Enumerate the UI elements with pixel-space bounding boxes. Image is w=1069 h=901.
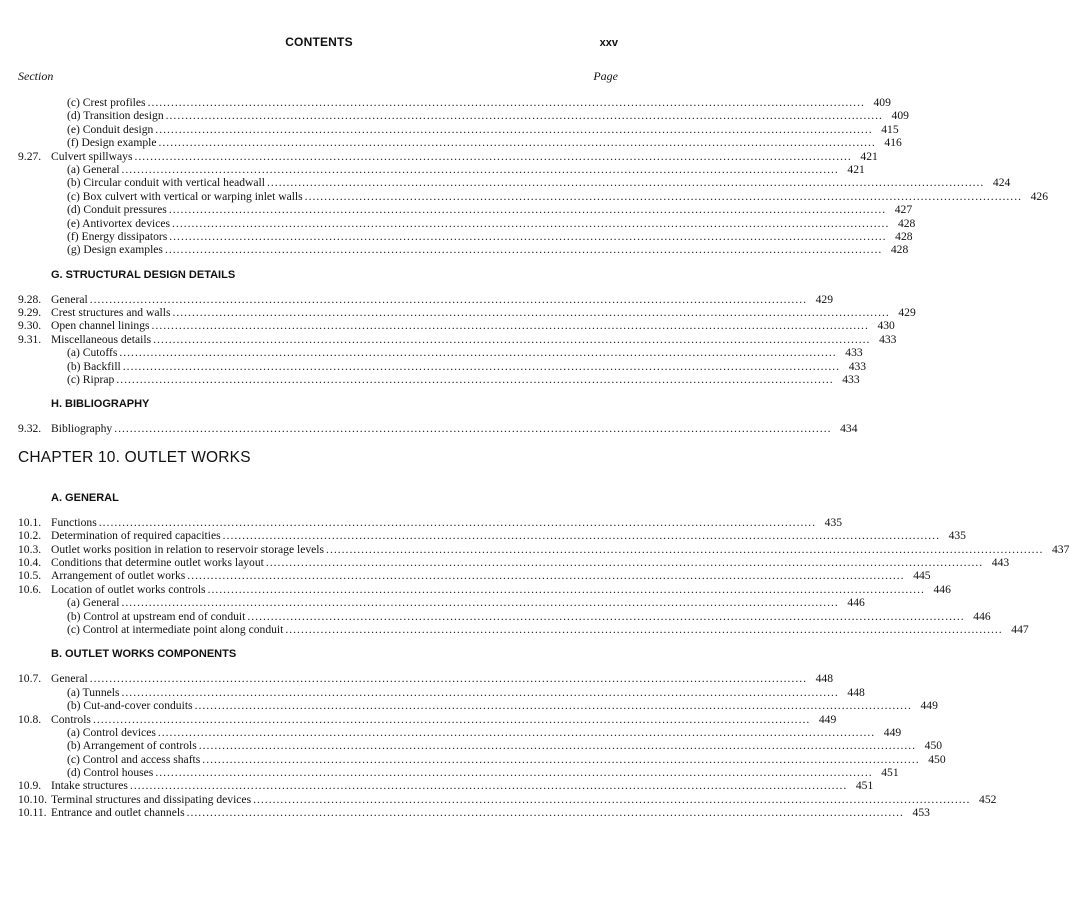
toc-subentry[interactable]: [18, 752, 946, 766]
toc-entry[interactable]: [18, 779, 874, 793]
toc-entry-title: (d) Conduit pressures: [67, 203, 167, 217]
dot-leader: [267, 176, 984, 189]
toc-entry[interactable]: [18, 542, 1069, 556]
dot-leader: [155, 123, 872, 136]
toc-subentry[interactable]: [18, 609, 991, 623]
toc-entry-title: (d) Control houses: [67, 766, 154, 780]
toc-entry[interactable]: [18, 319, 895, 333]
toc-entry-number: 9.31.: [18, 332, 42, 346]
dot-leader: [208, 583, 925, 596]
dot-leader: [99, 516, 816, 529]
dot-leader: [266, 556, 983, 569]
dot-leader: [90, 672, 807, 685]
toc-entry-title: Determination of required capacities: [51, 529, 221, 543]
toc-entry-page: 428: [895, 229, 913, 243]
toc-entry-title: Bibliography: [51, 422, 113, 436]
toc-chapter-heading: CHAPTER 10. OUTLET WORKS: [18, 448, 251, 466]
running-header-title: CONTENTS: [285, 35, 353, 49]
dot-leader: [121, 596, 838, 609]
toc-entry-page: 449: [883, 725, 902, 739]
toc-entry-page: 424: [992, 176, 1011, 190]
toc-subentry[interactable]: [18, 109, 909, 123]
toc-entry[interactable]: [18, 569, 931, 583]
toc-entry-title: (c) Control and access shafts: [67, 752, 201, 766]
toc-entry-number: 9.27.: [18, 149, 42, 163]
toc-entry-page: 451: [855, 779, 874, 793]
toc-entry-number: 9.30.: [18, 319, 42, 333]
toc-entry-title: (d) Transition design: [67, 109, 164, 123]
toc-entry-number: 10.1.: [18, 515, 42, 529]
toc-subentry[interactable]: [18, 725, 902, 739]
toc-subentry[interactable]: [18, 359, 867, 373]
toc-entry-number: 10.6.: [18, 582, 42, 596]
toc-entry-page: 415: [881, 122, 899, 136]
toc-entry-page: 434: [840, 422, 858, 436]
toc-entry-number: 9.29.: [18, 306, 42, 320]
toc-entry[interactable]: [18, 672, 834, 686]
toc-entry-page: 451: [881, 766, 899, 780]
toc-entry-title: Intake structures: [51, 779, 128, 793]
dot-leader: [172, 306, 889, 319]
toc-entry-number: 10.3.: [18, 542, 42, 556]
toc-entry-page: 428: [890, 243, 909, 257]
dot-leader: [285, 623, 1002, 636]
toc-entry[interactable]: [18, 806, 930, 820]
toc-subentry[interactable]: [18, 739, 943, 753]
dot-leader: [158, 726, 875, 739]
toc-subentry[interactable]: [18, 189, 1048, 203]
toc-subentry[interactable]: [18, 685, 865, 699]
toc-entry-page: 449: [920, 699, 938, 713]
toc-entry-page: 446: [847, 596, 865, 610]
toc-entry[interactable]: [18, 515, 843, 529]
toc-entry-title: Controls: [51, 712, 91, 726]
toc-entry-title: (c) Control at intermediate point along conduit: [67, 622, 284, 636]
toc-entry-page: 433: [842, 373, 860, 387]
dot-leader: [202, 753, 919, 766]
toc-entry-page: 429: [898, 306, 916, 320]
toc-entry-title: (c) Crest profiles: [67, 96, 146, 109]
toc-entry-title: (a) Cutoffs: [67, 346, 118, 360]
toc-subentry[interactable]: [18, 203, 913, 217]
toc-subentry[interactable]: [18, 622, 1029, 636]
toc-entry-title: (b) Arrangement of controls: [67, 739, 197, 753]
toc-entry-page: 430: [877, 319, 895, 333]
toc-entry-page: 433: [879, 332, 897, 346]
toc-entry-page: 421: [860, 149, 878, 163]
toc-entry[interactable]: [18, 422, 858, 436]
dot-leader: [199, 739, 916, 752]
toc-entry-page: 437: [1051, 542, 1069, 556]
dot-leader: [165, 243, 882, 256]
toc-entry-number: 9.32.: [18, 422, 42, 436]
toc-entry-page: 446: [933, 582, 951, 596]
toc-entry-page: 448: [815, 672, 834, 686]
dot-leader: [155, 766, 872, 779]
toc-entry-page: 450: [924, 739, 943, 753]
toc-entry-page: 433: [848, 359, 867, 373]
dot-leader: [152, 319, 869, 332]
dot-leader: [253, 793, 970, 806]
toc-entry-page: 409: [873, 96, 891, 109]
toc-entry-title: Arrangement of outlet works: [51, 569, 186, 583]
toc-subentry[interactable]: [18, 96, 891, 109]
toc-entry-title: (g) Design examples: [67, 243, 163, 257]
dot-leader: [326, 543, 1043, 556]
column-heading-page: Page: [593, 69, 618, 83]
toc-entry-page: 445: [913, 569, 931, 583]
toc-subentry[interactable]: [18, 346, 863, 360]
dot-leader: [223, 529, 940, 542]
table-of-contents: [18, 96, 1069, 820]
dot-leader: [148, 96, 865, 109]
dot-leader: [90, 293, 807, 306]
toc-entry-page: 446: [973, 609, 991, 623]
toc-subentry[interactable]: [18, 176, 1011, 190]
toc-entry-title: Location of outlet works controls: [51, 582, 206, 596]
toc-entry-title: Entrance and outlet channels: [51, 806, 185, 820]
dot-leader: [119, 346, 836, 359]
dot-leader: [166, 109, 883, 122]
toc-entry-number: 10.8.: [18, 712, 42, 726]
toc-entry[interactable]: [18, 582, 951, 596]
toc-entry-title: (a) General: [67, 162, 120, 176]
toc-subentry[interactable]: [18, 373, 860, 387]
toc-entry-number: 9.28.: [18, 292, 42, 306]
toc-section-heading: H. BIBLIOGRAPHY: [51, 398, 150, 411]
toc-entry-page: 428: [897, 216, 916, 230]
dot-leader: [130, 779, 847, 792]
toc-entry-page: 452: [979, 792, 997, 806]
toc-entry-title: General: [51, 672, 88, 686]
toc-entry-title: (b) Circular conduit with vertical headwall: [67, 176, 265, 190]
toc-entry-title: (e) Conduit design: [67, 122, 154, 136]
toc-entry[interactable]: [18, 332, 897, 346]
toc-entry-title: (b) Cut-and-cover conduits: [67, 699, 193, 713]
dot-leader: [93, 713, 810, 726]
toc-subentry[interactable]: [18, 229, 913, 243]
toc-entry-title: Functions: [51, 515, 97, 529]
dot-leader: [122, 686, 839, 699]
toc-entry-page: 429: [815, 292, 834, 306]
toc-entry-title: (a) Control devices: [67, 725, 156, 739]
dot-leader: [187, 806, 904, 819]
toc-section-heading: G. STRUCTURAL DESIGN DETAILS: [51, 268, 236, 281]
toc-entry-page: 449: [818, 712, 837, 726]
toc-entry-page: 421: [847, 162, 865, 176]
toc-entry-title: (c) Box culvert with vertical or warping inlet walls: [67, 189, 303, 203]
dot-leader: [305, 190, 1022, 203]
toc-entry-number: 10.11.: [18, 806, 47, 820]
toc-entry-title: Outlet works position in relation to reservoir storage levels: [51, 542, 325, 556]
toc-entry-number: 10.10.: [18, 792, 47, 806]
toc-entry-title: General: [51, 292, 88, 306]
dot-leader: [172, 217, 889, 230]
dot-leader: [169, 203, 886, 216]
toc-entry-title: (a) General: [67, 596, 120, 610]
toc-entry-page: 435: [948, 529, 966, 543]
toc-subentry[interactable]: [18, 122, 899, 136]
toc-subentry[interactable]: [18, 162, 865, 176]
toc-entry-page: 447: [1011, 622, 1029, 636]
toc-entry[interactable]: [18, 292, 834, 306]
dot-leader: [195, 699, 912, 712]
toc-entry-title: (c) Riprap: [67, 373, 115, 387]
toc-entry[interactable]: [18, 555, 1010, 569]
toc-section-heading: A. GENERAL: [51, 491, 119, 504]
dot-leader: [114, 422, 831, 435]
toc-entry-number: 10.4.: [18, 555, 42, 569]
toc-entry-title: (b) Control at upstream end of conduit: [67, 609, 246, 623]
dot-leader: [169, 230, 886, 243]
toc-entry[interactable]: [18, 712, 837, 726]
toc-section-heading: B. OUTLET WORKS COMPONENTS: [51, 648, 237, 661]
toc-entry-title: Conditions that determine outlet works layout: [51, 555, 264, 569]
toc-entry-title: (e) Antivortex devices: [67, 216, 171, 230]
toc-entry-number: 10.2.: [18, 529, 42, 543]
dot-leader: [187, 569, 904, 582]
toc-subentry[interactable]: [18, 699, 938, 713]
dot-leader: [159, 136, 876, 149]
toc-entry-page: 450: [928, 752, 946, 766]
toc-entry-page: 426: [1030, 189, 1048, 203]
toc-entry[interactable]: [18, 306, 916, 320]
dot-leader: [116, 373, 833, 386]
toc-entry-page: 448: [847, 685, 865, 699]
dot-leader: [121, 163, 838, 176]
toc-subentry[interactable]: [18, 136, 902, 150]
toc-entry-number: 10.7.: [18, 672, 42, 686]
toc-entry-title: (f) Design example: [67, 136, 157, 150]
toc-entry-number: 10.9.: [18, 779, 42, 793]
dot-leader: [247, 610, 964, 623]
toc-entry-page: 409: [891, 109, 909, 123]
toc-entry-title: Open channel linings: [51, 319, 150, 333]
toc-subentry[interactable]: [18, 596, 865, 610]
dot-leader: [123, 360, 840, 373]
toc-entry-title: Culvert spillways: [51, 149, 133, 163]
toc-entry-title: (f) Energy dissipators: [67, 229, 168, 243]
toc-entry-page: 427: [894, 203, 913, 217]
toc-entry-title: (a) Tunnels: [67, 685, 120, 699]
column-heading-section: Section: [18, 69, 54, 83]
toc-subentry[interactable]: [18, 243, 909, 257]
toc-entry[interactable]: [18, 149, 878, 163]
dot-leader: [134, 150, 851, 163]
toc-entry-title: Crest structures and walls: [51, 306, 171, 320]
toc-entry-page: 453: [912, 806, 930, 820]
toc-entry-title: Miscellaneous details: [51, 332, 152, 346]
dot-leader: [153, 333, 870, 346]
toc-entry-title: Terminal structures and dissipating devices: [51, 792, 252, 806]
toc-subentry[interactable]: [18, 766, 899, 780]
toc-entry-page: 435: [824, 515, 843, 529]
toc-entry-page: 433: [845, 346, 863, 360]
toc-entry[interactable]: [18, 529, 966, 543]
toc-entry-page: 416: [884, 136, 902, 150]
toc-subentry[interactable]: [18, 216, 916, 230]
toc-entry[interactable]: [18, 792, 997, 806]
toc-entry-page: 443: [991, 555, 1010, 569]
running-header-page-number: xxv: [599, 37, 618, 49]
toc-entry-title: (b) Backfill: [67, 359, 121, 373]
toc-entry-number: 10.5.: [18, 569, 42, 583]
